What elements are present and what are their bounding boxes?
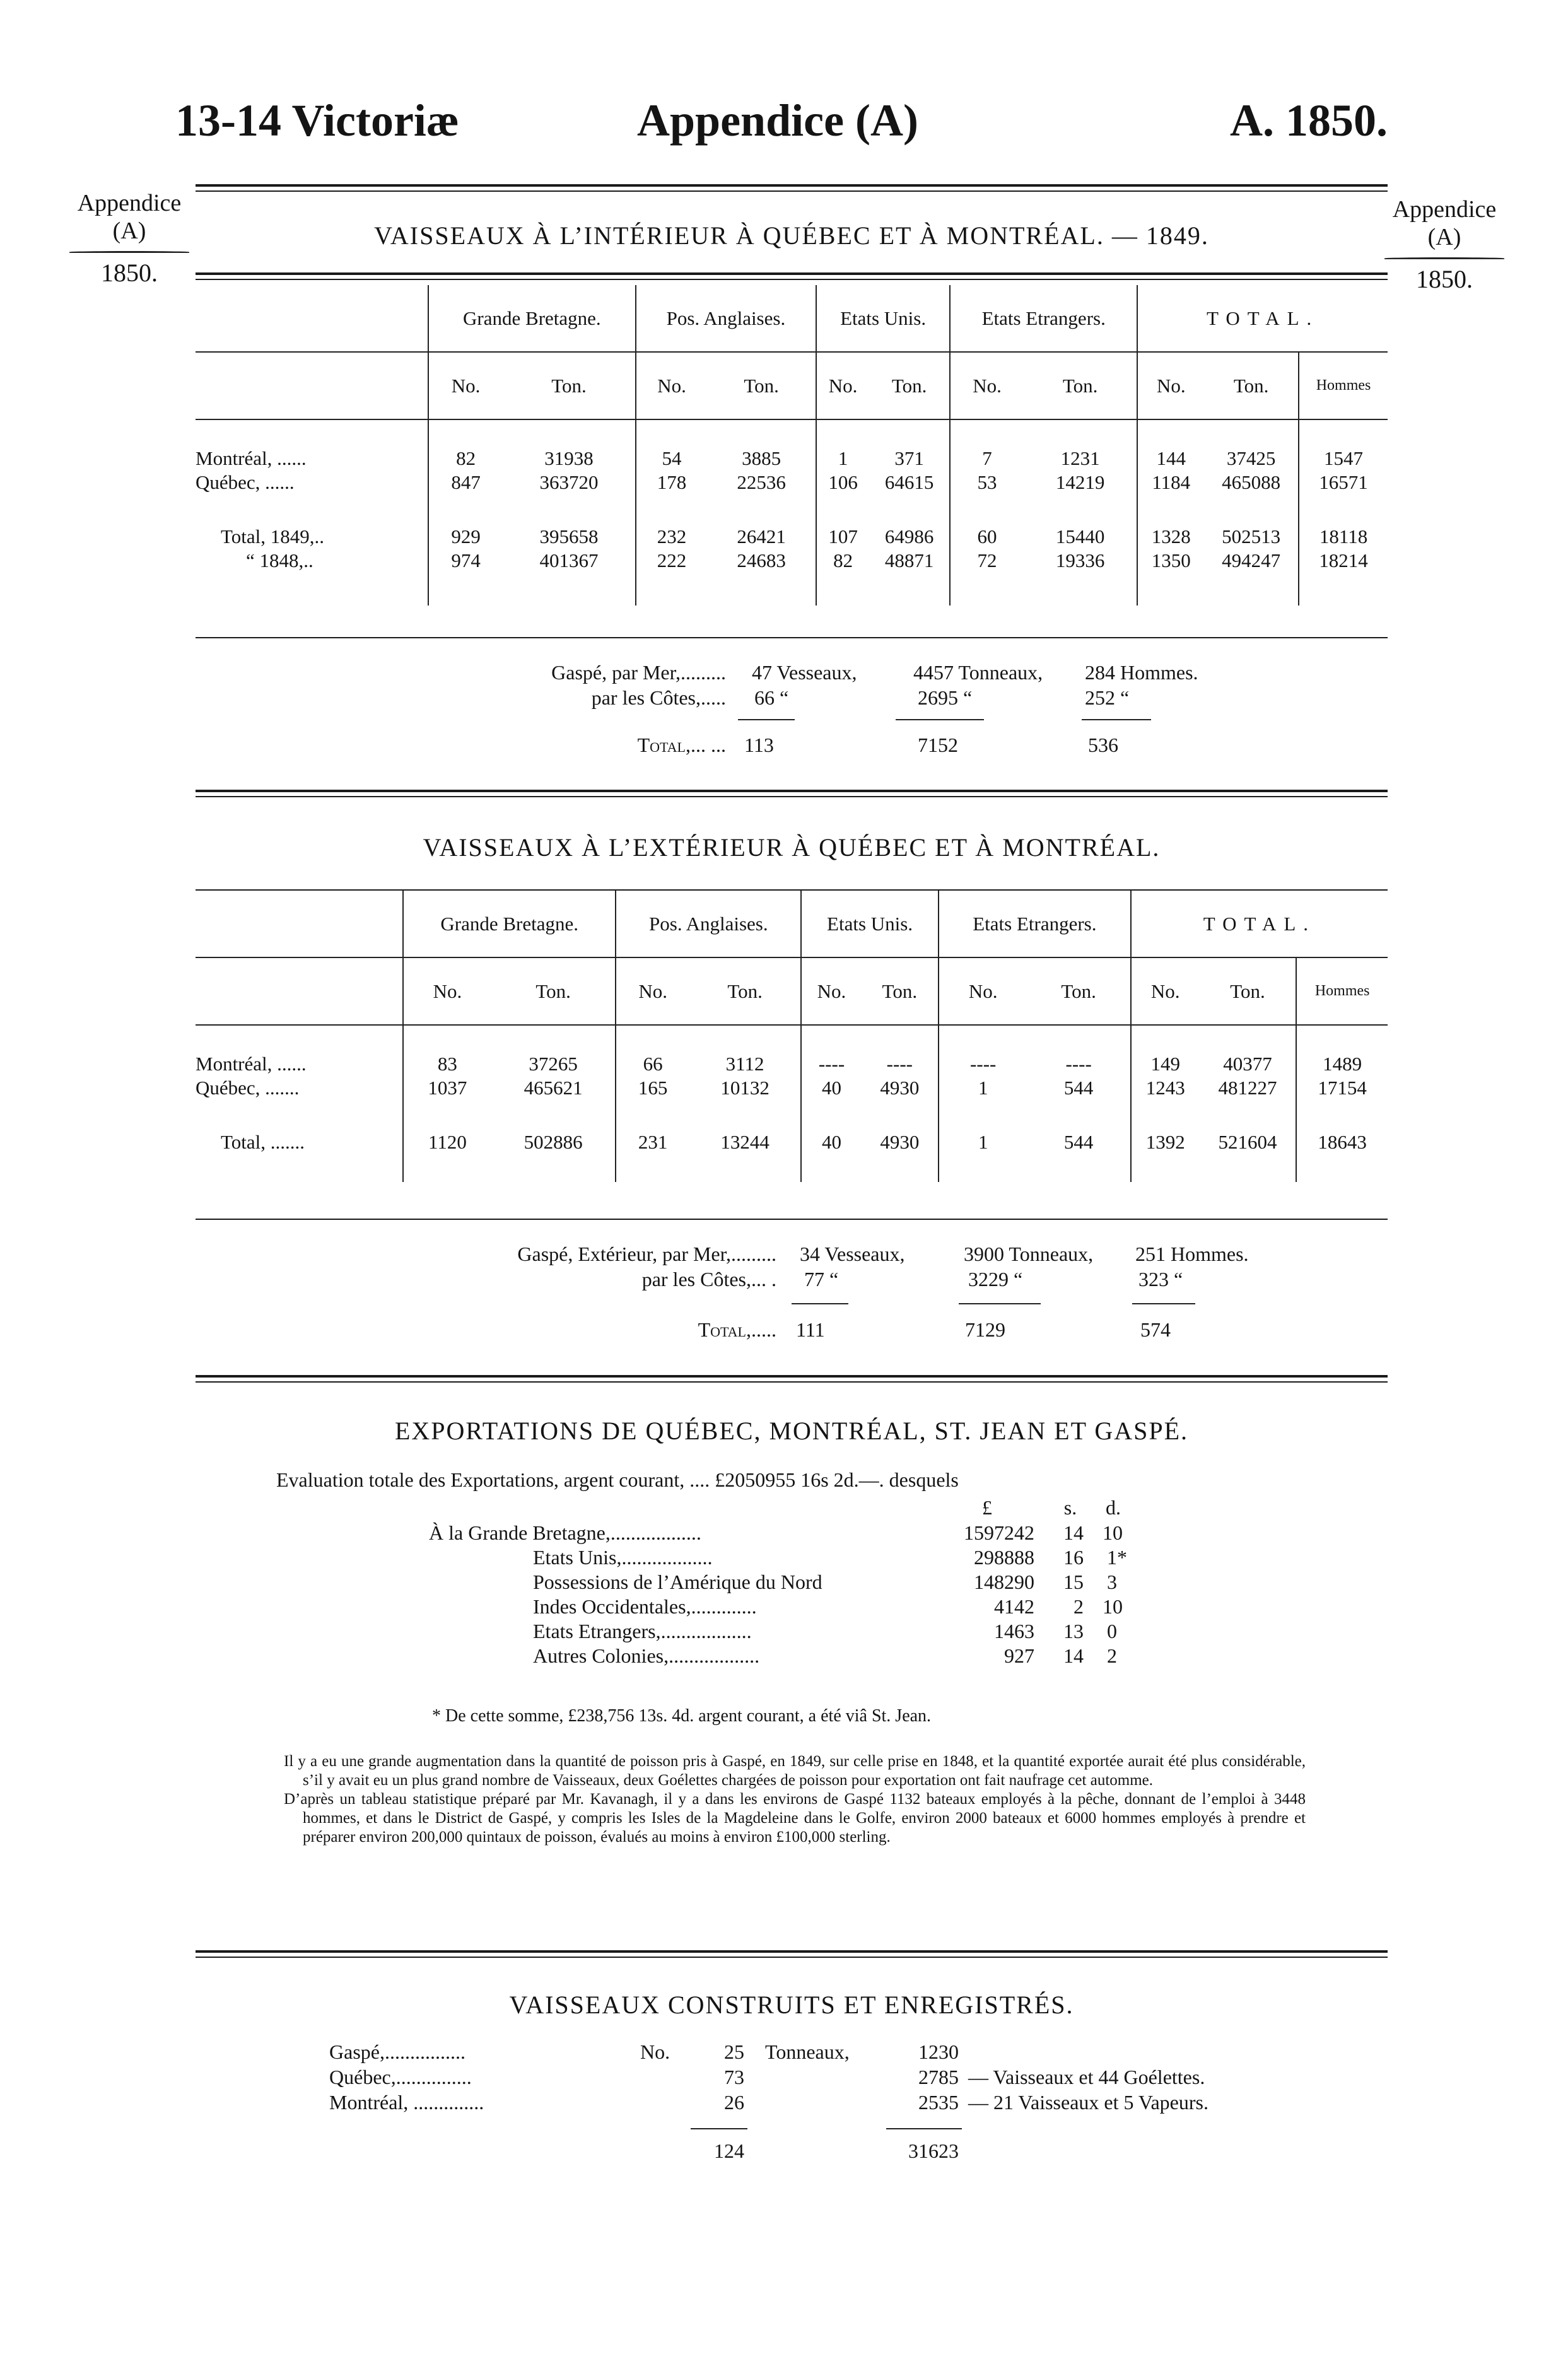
gaspe-total-men: 574 bbox=[1140, 1318, 1171, 1341]
column-header: No. bbox=[950, 352, 1024, 419]
table-bottom-rule bbox=[196, 1219, 1388, 1220]
section-rule bbox=[196, 1381, 1388, 1383]
table-row: Montréal, ...... 83 37265 66 3112 ---- ---- ---- ---- 149 40377 1489 bbox=[196, 1052, 1388, 1076]
footnote: * De cette somme, £238,756 13s. 4d. argent courant, a été viâ St. Jean. bbox=[432, 1706, 932, 1726]
gaspe-men: 252 “ bbox=[1085, 686, 1130, 709]
built-label: Gaspé,................ bbox=[329, 2040, 465, 2063]
gaspe-label: par les Côtes,..... bbox=[591, 686, 726, 709]
section-rule bbox=[196, 790, 1388, 792]
section-rule bbox=[196, 1375, 1388, 1378]
built-number: 26 bbox=[724, 2091, 744, 2114]
built-number: 73 bbox=[724, 2066, 744, 2088]
gaspe-vessels: 47 Vesseaux, bbox=[752, 661, 857, 684]
gaspe-total-tonnage: 7152 bbox=[918, 734, 958, 756]
column-header: Ton. bbox=[707, 352, 816, 419]
gaspe-men: 323 “ bbox=[1138, 1268, 1183, 1290]
built-tonnage: 1230 bbox=[918, 2040, 959, 2063]
group-header: Pos. Anglaises. bbox=[636, 285, 816, 352]
export-label: Indes Occidentales,............. bbox=[533, 1595, 757, 1618]
export-pence: 10 bbox=[1103, 1595, 1123, 1618]
exterior-title: VAISSEAUX À L’EXTÉRIEUR À QUÉBEC ET À MONTRÉAL. bbox=[423, 833, 1161, 862]
table-row: Québec, ....... 1037 465621 165 10132 40 4930 1 544 1243 481227 17154 bbox=[196, 1076, 1388, 1100]
built-total-number: 124 bbox=[714, 2139, 744, 2162]
built-tonnage: 2785 bbox=[918, 2066, 959, 2088]
column-header: Ton. bbox=[503, 352, 636, 419]
column-header: No. bbox=[403, 957, 491, 1025]
section-rule bbox=[196, 279, 1388, 280]
section-rule bbox=[196, 190, 1388, 192]
gaspe-total-vessels: 111 bbox=[796, 1318, 825, 1341]
export-pounds: 927 bbox=[1004, 1644, 1034, 1667]
column-header: No. bbox=[616, 957, 689, 1025]
gaspe-total-vessels: 113 bbox=[744, 734, 774, 756]
section-rule bbox=[196, 272, 1388, 275]
header-right: A. 1850. bbox=[1230, 95, 1388, 146]
export-pounds: 1463 bbox=[994, 1620, 1034, 1642]
column-header: No. bbox=[939, 957, 1027, 1025]
column-header: No. bbox=[636, 352, 708, 419]
section-rule bbox=[196, 1957, 1388, 1958]
gaspe-total-label: Total,... ... bbox=[637, 734, 726, 756]
gaspe-label: Gaspé, Extérieur, par Mer,......... bbox=[517, 1243, 776, 1265]
export-shillings: 14 bbox=[1063, 1644, 1084, 1667]
column-header: s. bbox=[1063, 1496, 1077, 1519]
column-header: Hommes bbox=[1296, 957, 1388, 1025]
column-header: Ton. bbox=[1204, 352, 1299, 419]
gaspe-total-men: 536 bbox=[1088, 734, 1118, 756]
column-header: Hommes bbox=[1299, 352, 1388, 419]
export-pence: 1* bbox=[1107, 1546, 1127, 1569]
gaspe-tonnage: 3229 “ bbox=[968, 1268, 1023, 1290]
column-header: Ton. bbox=[862, 957, 939, 1025]
column-header: Ton. bbox=[491, 957, 616, 1025]
group-header: Pos. Anglaises. bbox=[616, 891, 801, 957]
header-left: 13-14 Victoriæ bbox=[175, 95, 459, 146]
export-label: À la Grande Bretagne,.................. bbox=[429, 1521, 701, 1544]
header-center: Appendice (A) bbox=[637, 95, 918, 146]
export-pounds: 1597242 bbox=[964, 1521, 1034, 1544]
export-label: Autres Colonies,.................. bbox=[533, 1644, 760, 1667]
column-header: Ton. bbox=[1027, 957, 1131, 1025]
gaspe-label: par les Côtes,... . bbox=[641, 1268, 776, 1290]
built-number: 25 bbox=[724, 2040, 744, 2063]
built-total-tonnage: 31623 bbox=[908, 2139, 959, 2162]
table-row: “ 1848,.. 974 401367 222 24683 82 48871 72 19336 1350 494247 18214 bbox=[196, 549, 1388, 573]
margin-note-left: Appendice (A) 1850. bbox=[63, 189, 196, 288]
built-no-prefix: No. bbox=[640, 2040, 670, 2063]
table-bottom-rule bbox=[196, 637, 1388, 638]
export-label: Etats Etrangers,.................. bbox=[533, 1620, 752, 1642]
interior-title: VAISSEAUX À L’INTÉRIEUR À QUÉBEC ET À MONTRÉAL. — 1849. bbox=[374, 221, 1209, 250]
group-header: TOTAL. bbox=[1137, 285, 1388, 352]
export-label: Etats Unis,.................. bbox=[533, 1546, 713, 1569]
group-header: Etats Etrangers. bbox=[939, 891, 1131, 957]
export-pence: 3 bbox=[1107, 1571, 1117, 1593]
built-label: Montréal, .............. bbox=[329, 2091, 484, 2114]
gaspe-vessels: 34 Vesseaux, bbox=[800, 1243, 905, 1265]
built-label: Québec,............... bbox=[329, 2066, 472, 2088]
export-shillings: 15 bbox=[1063, 1571, 1084, 1593]
gaspe-vessels: 66 “ bbox=[754, 686, 789, 709]
column-header: £ bbox=[982, 1496, 992, 1519]
column-header: d. bbox=[1106, 1496, 1121, 1519]
export-shillings: 16 bbox=[1063, 1546, 1084, 1569]
export-pounds: 298888 bbox=[974, 1546, 1034, 1569]
notes-block bbox=[284, 1752, 1306, 1847]
export-pounds: 4142 bbox=[994, 1595, 1034, 1618]
table-row: Montréal, ...... 82 31938 54 3885 1 371 7 1231 144 37425 1547 bbox=[196, 447, 1388, 471]
section-rule bbox=[196, 1950, 1388, 1953]
column-header: No. bbox=[816, 352, 869, 419]
column-header: Ton. bbox=[869, 352, 950, 419]
export-pence: 0 bbox=[1107, 1620, 1117, 1642]
gaspe-total-label: Total,..... bbox=[698, 1318, 776, 1341]
table-row: Total, ....... 1120 502886 231 13244 40 4930 1 544 1392 521604 18643 bbox=[196, 1130, 1388, 1154]
section-rule bbox=[196, 796, 1388, 797]
gaspe-tonnage: 2695 “ bbox=[918, 686, 973, 709]
gaspe-total-tonnage: 7129 bbox=[965, 1318, 1005, 1341]
export-pence: 2 bbox=[1107, 1644, 1117, 1667]
column-header: Ton. bbox=[689, 957, 801, 1025]
group-header: Etats Unis. bbox=[816, 285, 950, 352]
built-title: VAISSEAUX CONSTRUITS ET ENREGISTRÉS. bbox=[509, 1991, 1074, 2019]
group-header: Grande Bretagne. bbox=[428, 285, 636, 352]
built-note: — 21 Vaisseaux et 5 Vapeurs. bbox=[968, 2091, 1208, 2114]
table-row: Total, 1849,.. 929 395658 232 26421 107 64986 60 15440 1328 502513 18118 bbox=[196, 525, 1388, 549]
exports-intro: Evaluation totale des Exportations, argent courant, .... £2050955 16s 2d.—. desquels bbox=[276, 1468, 959, 1491]
export-pounds: 148290 bbox=[974, 1571, 1034, 1593]
export-pence: 10 bbox=[1103, 1521, 1123, 1544]
section-rule bbox=[196, 184, 1388, 187]
exports-title: EXPORTATIONS DE QUÉBEC, MONTRÉAL, ST. JEAN ET GASPÉ. bbox=[394, 1417, 1189, 1445]
group-header: Etats Unis. bbox=[801, 891, 939, 957]
exterior-table bbox=[196, 891, 1388, 1182]
group-header: Grande Bretagne. bbox=[403, 891, 616, 957]
export-shillings: 2 bbox=[1074, 1595, 1084, 1618]
column-header: Ton. bbox=[1200, 957, 1297, 1025]
column-header: No. bbox=[1137, 352, 1204, 419]
table-row: Québec, ...... 847 363720 178 22536 106 64615 53 14219 1184 465088 16571 bbox=[196, 471, 1388, 494]
note-paragraph: D’après un tableau statistique préparé par Mr. Kavanagh, il y a dans les environs de Gaspé 1132 bateaux employés à la pêche, donnant de l’emploi à 3448 hommes, et dans le District de Gaspé, y compris les Isles de la Magdeleine dans le Golfe, environ 2000 bateaux et 6000 hommes employés à prendre et préparer environ 200,000 quintaux de poisson, évalués au moins à environ £100,000 sterling. bbox=[284, 1791, 1306, 1846]
column-header: No. bbox=[801, 957, 862, 1025]
note-paragraph: Il y a eu une grande augmentation dans la quantité de poisson pris à Gaspé, en 1849, sur celle prise en 1848, et la quantité exportée aurait été plus considérable, s’il y avait eu un plus grand nombre de Vaisseaux, deux Goélettes chargées de poisson pour exportation ont fait naufrage cet automme. bbox=[284, 1753, 1306, 1789]
gaspe-vessels: 77 “ bbox=[804, 1268, 839, 1290]
export-shillings: 14 bbox=[1063, 1521, 1084, 1544]
built-unit: Tonneaux, bbox=[765, 2040, 850, 2063]
gaspe-tonnage: 3900 Tonneaux, bbox=[964, 1243, 1094, 1265]
built-tonnage: 2535 bbox=[918, 2091, 959, 2114]
column-header: Ton. bbox=[1024, 352, 1137, 419]
gaspe-tonnage: 4457 Tonneaux, bbox=[913, 661, 1043, 684]
export-shillings: 13 bbox=[1063, 1620, 1084, 1642]
export-label: Possessions de l’Amérique du Nord bbox=[533, 1571, 822, 1593]
gaspe-label: Gaspé, par Mer,......... bbox=[551, 661, 726, 684]
built-note: — Vaisseaux et 44 Goélettes. bbox=[968, 2066, 1205, 2088]
margin-note-right: Appendice (A) 1850. bbox=[1378, 196, 1511, 294]
interior-table bbox=[196, 285, 1388, 606]
column-header: No. bbox=[1131, 957, 1200, 1025]
column-header: No. bbox=[428, 352, 503, 419]
group-header: TOTAL. bbox=[1131, 891, 1388, 957]
group-header: Etats Etrangers. bbox=[950, 285, 1137, 352]
gaspe-men: 251 Hommes. bbox=[1135, 1243, 1249, 1265]
gaspe-men: 284 Hommes. bbox=[1085, 661, 1198, 684]
